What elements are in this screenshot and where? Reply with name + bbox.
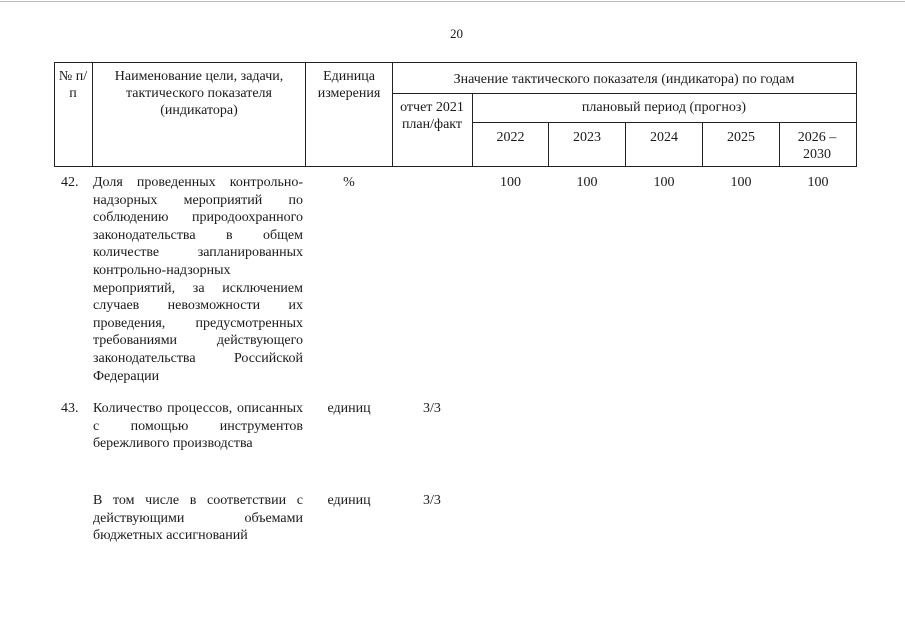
header-year-2024: 2024 bbox=[650, 130, 678, 145]
header-name: Наименование цели, задачи, тактического показателя (индикатора) bbox=[114, 69, 284, 118]
header-report: отчет 2021 план/факт bbox=[400, 100, 464, 132]
header-right-border bbox=[856, 62, 857, 167]
row-value-2023: 100 bbox=[576, 175, 598, 190]
header-values: Значение тактического показателя (индикатора) по годам bbox=[453, 72, 795, 87]
page-number: 20 bbox=[450, 26, 463, 41]
row-number: 43. bbox=[61, 401, 79, 416]
row-value-2026-2030: 100 bbox=[807, 175, 829, 190]
row-report: 3/3 bbox=[423, 493, 441, 508]
row-report: 3/3 bbox=[423, 401, 441, 416]
header-year-2025: 2025 bbox=[727, 130, 755, 145]
top-rule bbox=[0, 1, 905, 2]
header-year-2026-2030: 2026 – 2030 bbox=[797, 130, 837, 162]
header-top-border bbox=[54, 62, 856, 63]
header-col-divider-unit bbox=[392, 62, 393, 167]
header-values-divider bbox=[392, 93, 856, 94]
header-plan-period: плановый период (прогноз) bbox=[581, 100, 747, 115]
row-unit: единиц bbox=[327, 493, 371, 508]
row-value-2024: 100 bbox=[653, 175, 675, 190]
header-unit: Единица измерения bbox=[317, 69, 381, 101]
row-name: В том числе в соответствии с действующими объемами бюджетных ассигнований bbox=[93, 493, 303, 544]
row-unit: % bbox=[343, 175, 355, 190]
row-name: Количество процессов, описанных с помощью инструментов бережливого производства bbox=[93, 401, 303, 452]
header-plan-divider bbox=[472, 122, 856, 123]
row-number: 42. bbox=[61, 175, 79, 190]
row-unit: единиц bbox=[327, 401, 371, 416]
header-year-2022: 2022 bbox=[496, 130, 525, 145]
header-num: № п/п bbox=[58, 69, 88, 101]
row-value-2022: 100 bbox=[500, 175, 521, 190]
header-col-divider-num bbox=[92, 62, 93, 167]
header-bottom-border bbox=[54, 166, 856, 167]
row-value-2025: 100 bbox=[730, 175, 752, 190]
header-col-divider-name bbox=[305, 62, 306, 167]
header-col-divider-2025 bbox=[779, 122, 780, 167]
row-name: Доля проведенных контрольно-надзорных мероприятий по соблюдению природоохранного законодательства в общем количестве запланированных контрольно-надзорных мероприятий, за исключением случаев невозможности их проведения, предусмотренных требованиями действующего законодательства Российской Федерации bbox=[93, 175, 303, 384]
header-left-border bbox=[54, 62, 55, 167]
header-year-2023: 2023 bbox=[573, 130, 601, 145]
